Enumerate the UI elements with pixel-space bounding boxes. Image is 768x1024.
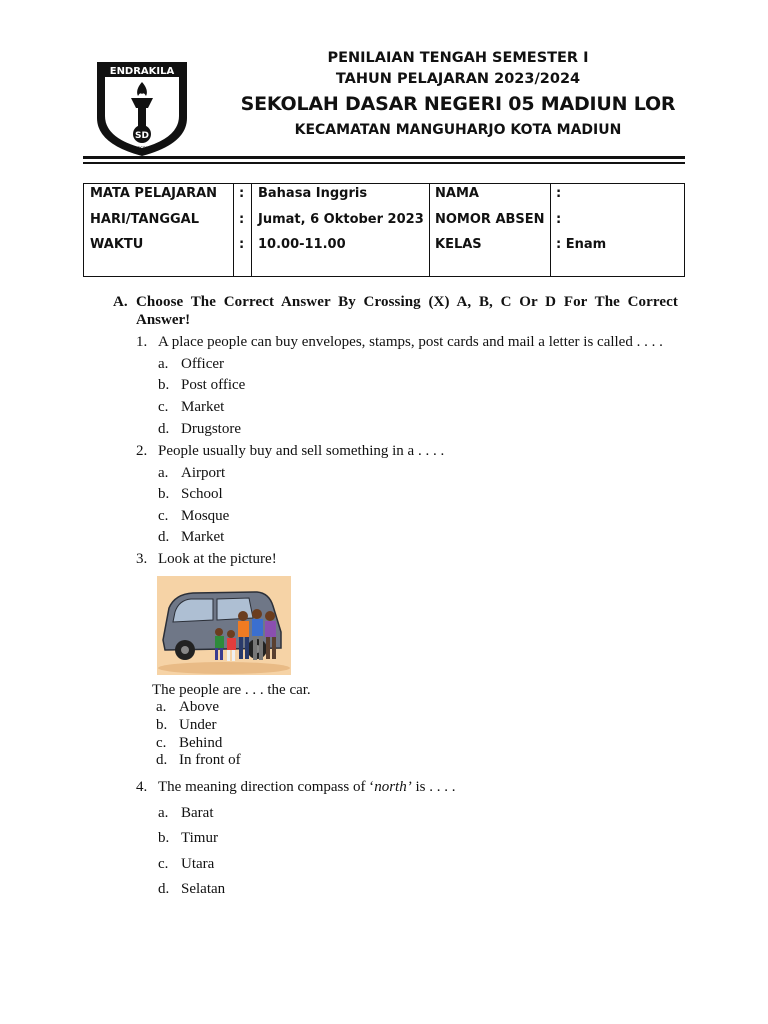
- day-value: Jumat, 6 Oktober 2023: [258, 212, 424, 227]
- option-letter: a.: [156, 699, 167, 715]
- section-instruction-cont: Answer!: [136, 312, 191, 328]
- header-rule-thin: [83, 162, 685, 164]
- school-logo: [93, 52, 191, 158]
- option-letter: d.: [158, 881, 170, 897]
- absen-label: NOMOR ABSEN: [435, 212, 545, 227]
- question-text: A place people can buy envelopes, stamps, post cards and mail a letter is called . . . .: [158, 334, 663, 350]
- school-name: SEKOLAH DASAR NEGERI 05 MADIUN LOR: [240, 93, 676, 115]
- option-letter: d.: [156, 752, 168, 768]
- info-divider: [429, 184, 430, 276]
- colon: :: [239, 237, 245, 252]
- info-divider: [251, 184, 252, 276]
- question-number: 4.: [136, 779, 148, 795]
- option-text[interactable]: Airport: [181, 465, 226, 481]
- question-text: [158, 779, 455, 796]
- section-instruction: Choose The Correct Answer By Crossing (X) A, B, C Or D For The Correct: [136, 294, 678, 310]
- option-text[interactable]: Market: [181, 529, 225, 545]
- option-text[interactable]: Market: [181, 399, 225, 415]
- question-stem: The people are . . . the car.: [152, 682, 311, 698]
- time-label: WAKTU: [90, 237, 144, 252]
- option-text[interactable]: Drugstore: [181, 421, 241, 437]
- colon: :: [239, 186, 245, 201]
- name-value[interactable]: :: [556, 186, 562, 201]
- option-text[interactable]: In front of: [179, 752, 241, 768]
- question-text-part: is . . . .: [411, 779, 456, 795]
- subject-value: Bahasa Inggris: [258, 186, 368, 201]
- option-text[interactable]: Post office: [181, 377, 246, 393]
- car-picture: [157, 576, 291, 675]
- absen-value[interactable]: :: [556, 212, 562, 227]
- question-number: 3.: [136, 551, 148, 567]
- option-text[interactable]: Mosque: [181, 508, 230, 524]
- option-letter: c.: [158, 508, 169, 524]
- option-letter: b.: [158, 377, 170, 393]
- option-text[interactable]: Timur: [181, 830, 218, 846]
- question-text-italic: north’: [374, 779, 412, 795]
- question-number: 1.: [136, 334, 148, 350]
- option-text[interactable]: School: [181, 486, 223, 502]
- option-letter: b.: [158, 486, 170, 502]
- question-text: People usually buy and sell something in a . . . .: [158, 443, 445, 459]
- option-letter: c.: [156, 735, 167, 751]
- option-text[interactable]: Officer: [181, 356, 225, 372]
- name-label: NAMA: [435, 186, 479, 201]
- day-label: HARI/TANGGAL: [90, 212, 200, 227]
- question-text-part: The meaning direction compass of ‘: [158, 779, 375, 795]
- district-name: KECAMATAN MANGUHARJO KOTA MADIUN: [294, 122, 622, 138]
- option-letter: b.: [158, 830, 170, 846]
- option-letter: c.: [158, 856, 169, 872]
- academic-year: TAHUN PELAJARAN 2023/2024: [335, 71, 581, 87]
- option-letter: c.: [158, 399, 169, 415]
- option-letter: d.: [158, 529, 170, 545]
- colon: :: [239, 212, 245, 227]
- exam-title: PENILAIAN TENGAH SEMESTER I: [327, 50, 589, 66]
- question-text: Look at the picture!: [158, 551, 277, 567]
- option-letter: a.: [158, 805, 169, 821]
- logo-text: ENDRAKILA: [109, 66, 175, 77]
- time-value: 10.00-11.00: [258, 237, 346, 252]
- info-table: [83, 183, 685, 277]
- option-text[interactable]: Above: [179, 699, 219, 715]
- info-divider: [233, 184, 234, 276]
- header-rule-thick: [83, 156, 685, 159]
- option-letter: b.: [156, 717, 168, 733]
- option-text[interactable]: Under: [179, 717, 217, 733]
- question-number: 2.: [136, 443, 148, 459]
- class-value: : Enam: [556, 237, 607, 252]
- option-text[interactable]: Selatan: [181, 881, 226, 897]
- option-text[interactable]: Behind: [179, 735, 223, 751]
- option-text[interactable]: Barat: [181, 805, 214, 821]
- info-divider: [550, 184, 551, 276]
- option-text[interactable]: Utara: [181, 856, 215, 872]
- option-letter: a.: [158, 356, 169, 372]
- subject-label: MATA PELAJARAN: [90, 186, 218, 201]
- class-label: KELAS: [435, 237, 482, 252]
- option-letter: d.: [158, 421, 170, 437]
- option-letter: a.: [158, 465, 169, 481]
- logo-sub: NEGERI: [134, 146, 150, 151]
- section-letter: A.: [113, 294, 128, 310]
- logo-badge: SD: [135, 131, 149, 141]
